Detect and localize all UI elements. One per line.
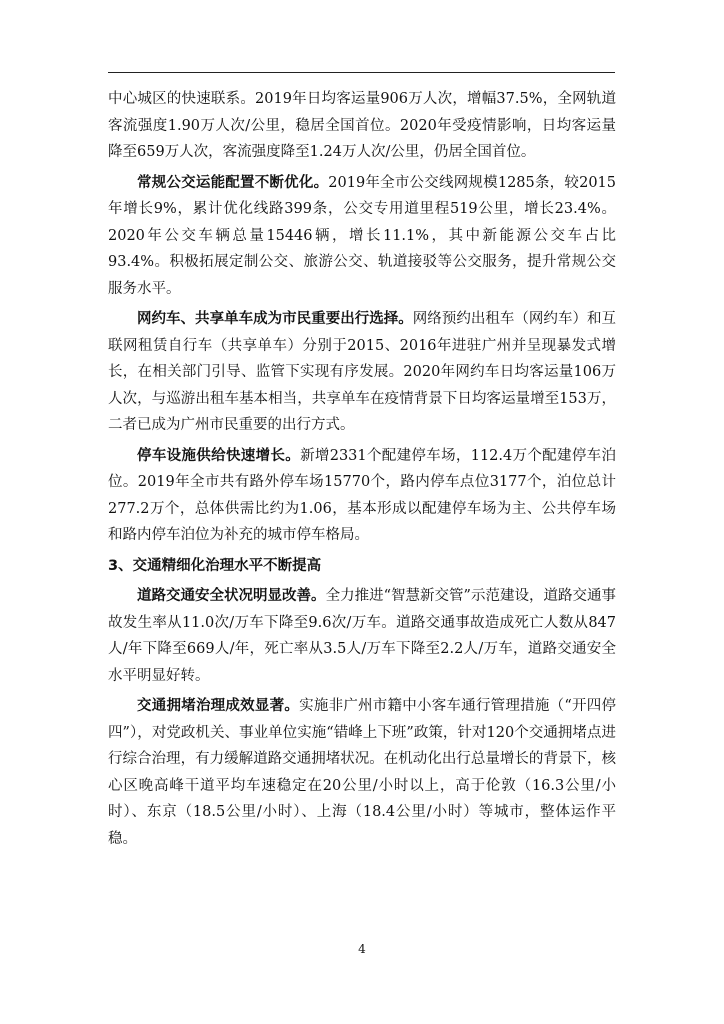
page-number: 4 [358, 942, 366, 956]
paragraph-lead: 常规公交运能配置不断优化。 [137, 174, 329, 191]
paragraph-text: 网络预约出租车（网约车）和互联网租赁自行车（共享单车）分别于2015、2016年进驻广州并呈现暴发式增长，在相关部门引导、监管下实现有序发展。2020年网约车日均客运量106万人次，与巡游出租车基本相当，共享单车在疫情背景下日均客运量增至153万，二者已成为广州市民重要的出行方式。 [108, 311, 616, 433]
paragraph-congestion [108, 693, 616, 852]
paragraph-lead: 道路交通安全状况明显改善。 [137, 588, 326, 604]
paragraph-rail-transit [108, 86, 616, 166]
document-body [108, 86, 616, 856]
paragraph-lead: 交通拥堵治理成效显著。 [137, 698, 300, 714]
paragraph-text: 新增2331个配建停车场，112.4万个配建停车泊位。2019年全市共有路外停车场15770个，路内停车点位3177个，泊位总计277.2万个，总体供需比约为1.06，基本形成以配建停车场为主、公共停车场和路内停车泊位为补充的城市停车格局。 [108, 447, 617, 543]
paragraph-ridehailing [108, 306, 616, 439]
paragraph-parking [108, 443, 616, 549]
paragraph-text: 全力推进“智慧新交管”示范建设，道路交通事故发生率从11.0次/万车下降至9.6次/万车。道路交通事故造成死亡人数从847人/年下降至669人/年，死亡率从3.5人/万车下降至2.2人/万车，道路交通安全水平明显好转。 [108, 588, 617, 684]
paragraph-text: 中心城区的快速联系。2019年日均客运量906万人次，增幅37.5%，全网轨道客流强度1.90万人次/公里，稳居全国首位。2020年受疫情影响，日均客运量降至659万人次，客流强度降至1.24万人次/公里，仍居全国首位。 [108, 91, 616, 160]
paragraph-lead: 停车设施供给快速增长。 [137, 447, 301, 464]
paragraph-lead: 网约车、共享单车成为市民重要出行选择。 [137, 311, 413, 327]
section-heading: 3、交通精细化治理水平不断提高 [108, 557, 322, 574]
paragraph-road-safety [108, 583, 616, 689]
header-rule [108, 72, 615, 73]
paragraph-bus [108, 170, 616, 303]
paragraph-text: 2019年全市公交线网规模1285条，较2015年增长9%，累计优化线路399条，公交专用道里程519公里，增长23.4%。2020年公交车辆总量15446辆，增长11.1%，其中新能源公交车占比93.4%。积极拓展定制公交、旅游公交、轨道接驳等公交服务，提升常规公交服务水平。 [108, 174, 617, 297]
paragraph-text: 实施非广州市籍中小客车通行管理措施（“开四停四”），对党政机关、事业单位实施“错峰上下班”政策，针对120个交通拥堵点进行综合治理，有力缓解道路交通拥堵状况。在机动化出行总量增长的背景下，核心区晚高峰干道平均车速稳定在20公里/小时以上，高于伦敦（16.3公里/小时）、东京（18.5公里/小时）、上海（18.4公里/小时）等城市，整体运作平稳。 [108, 698, 616, 847]
